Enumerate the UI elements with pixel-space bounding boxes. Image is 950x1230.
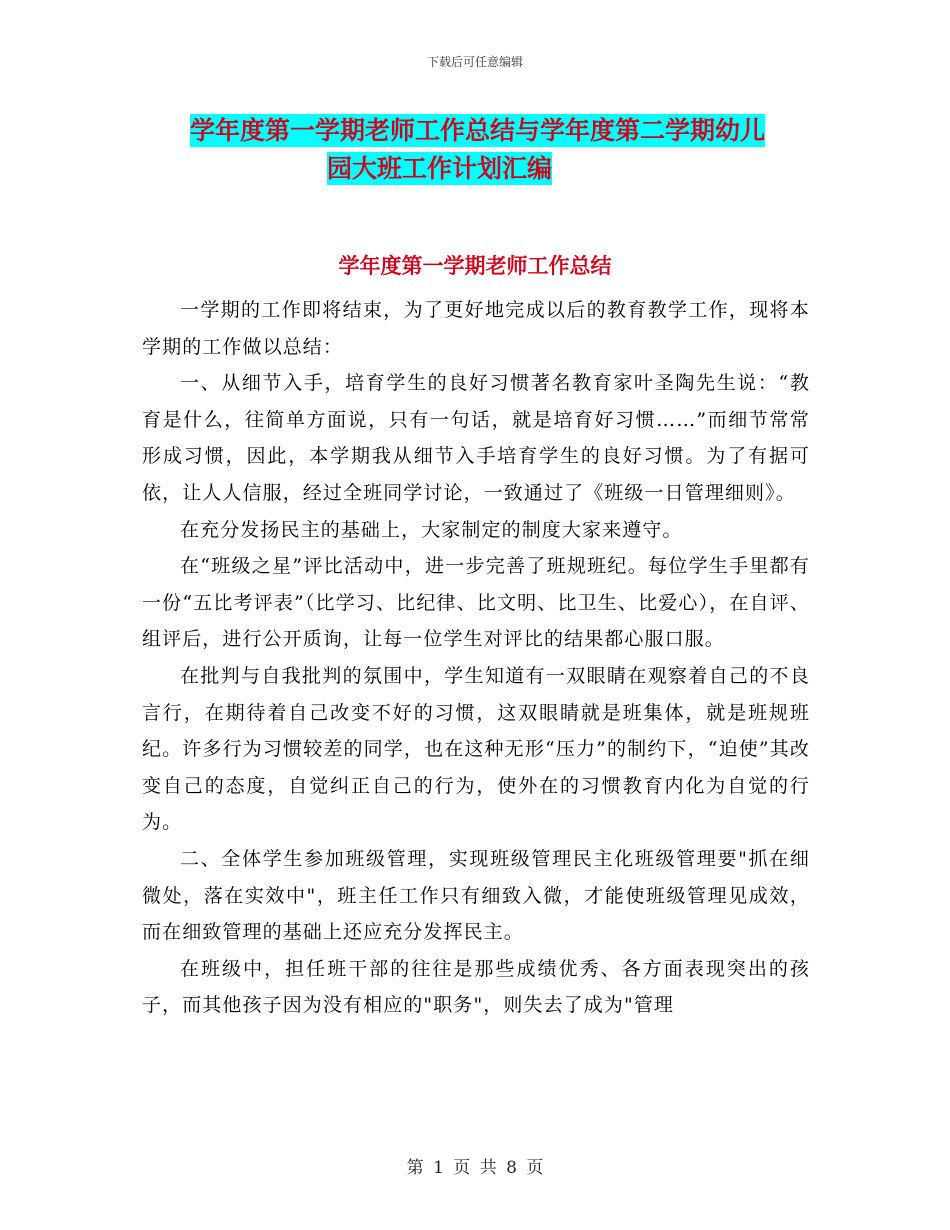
document-title-line-2-text: 园大班工作计划汇编	[327, 154, 553, 183]
paragraph: 在班级中，担任班干部的往往是那些成绩优秀、各方面表现突出的孩子，而其他孩子因为没有相应的"职务"，则失去了成为"管理	[142, 957, 810, 1017]
document-title-line-1	[190, 112, 810, 150]
paragraph: 二、全体学生参加班级管理，实现班级管理民主化班级管理要"抓在细微处，落在实效中"，班主任工作只有细致入微，才能使班级管理见成效，而在细致管理的基础上还应充分发挥民主。	[142, 847, 810, 944]
section-title: 学年度第一学期老师工作总结	[338, 254, 612, 278]
document-title-line-2	[190, 150, 810, 188]
body-text	[142, 292, 810, 1024]
document-title-line-1-text: 学年度第一学期老师工作总结与学年度第二学期幼儿	[190, 116, 766, 145]
paragraph: 在充分发扬民主的基础上，大家制定的制度大家来遵守。	[180, 518, 683, 541]
page-number-footer: 第 1 页 共 8 页	[406, 1158, 544, 1178]
paragraph: 在批判与自我批判的氛围中，学生知道有一双眼睛在观察着自己的不良言行，在期待着自己改变不好的习惯，这双眼睛就是班集体，就是班规班纪。许多行为习惯较差的同学，也在这种无形“压力”的制约下，“迫使”其改变自己的态度，自觉纠正自己的行为，使外在的习惯教育内化为自觉的行为。	[142, 664, 810, 834]
paragraph: 一、从细节入手，培育学生的良好习惯著名教育家叶圣陶先生说：“教育是什么，往简单方面说，只有一句话，就是培育好习惯……”而细节常常形成习惯，因此，本学期我从细节入手培育学生的良好习惯。为了有据可依，让人人信服，经过全班同学讨论，一致通过了《班级一日管理细则》。	[142, 372, 810, 504]
paragraph: 在“班级之星”评比活动中，进一步完善了班规班纪。每位学生手里都有一份“五比考评表”（比学习、比纪律、比文明、比卫生、比爱心），在自评、组评后，进行公开质询，让每一位学生对评比的结果都心服口服。	[142, 555, 810, 651]
paragraph: 一学期的工作即将结束，为了更好地完成以后的教育教学工作，现将本学期的工作做以总结：	[142, 299, 810, 358]
header-note: 下载后可任意编辑	[426, 55, 523, 69]
document-title	[190, 112, 810, 188]
